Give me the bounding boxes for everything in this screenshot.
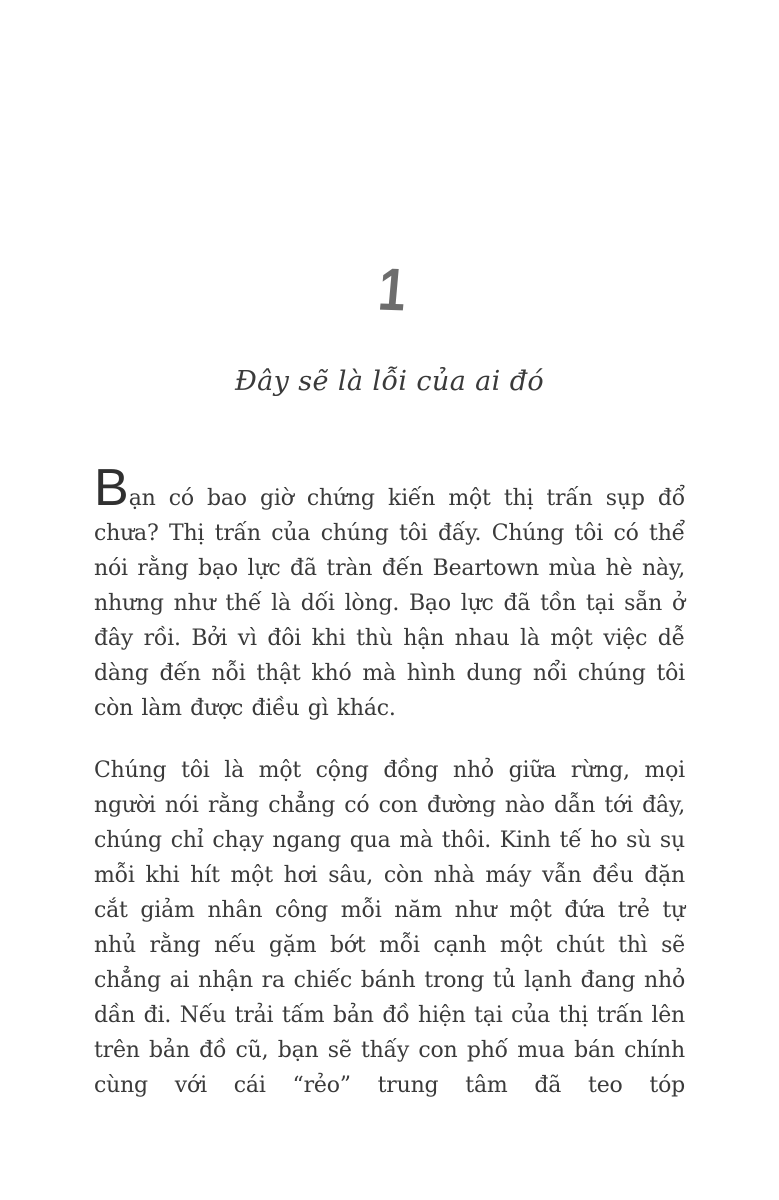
body-text	[94, 459, 685, 1103]
chapter-title: Đây sẽ là lỗi của ai đó	[234, 366, 545, 397]
chapter-number	[94, 0, 685, 324]
chapter-number-numeral: 1	[375, 255, 409, 324]
paragraph-1	[94, 459, 685, 726]
paragraph-2: Chúng tôi là một cộng đồng nhỏ giữa rừng, mọi người nói rằng chẳng có con đường nào dẫn tới đây, chúng chỉ chạy ngang qua mà thôi. Kinh tế ho sù sụ mỗi khi hít một hơi sâu, còn nhà máy vẫn đều đặn cắt giảm nhân công mỗi năm như một đứa trẻ tự nhủ rằng nếu gặm bớt mỗi cạnh một chút thì sẽ chẳng ai nhận ra chiếc bánh trong tủ lạnh đang nhỏ dần đi. Nếu trải tấm bản đồ hiện tại của thị trấn lên trên bản đồ cũ, bạn sẽ thấy con phố mua bán chính cùng với cái “rẻo” trung tâm đã teo tóp	[94, 758, 685, 1098]
initial-capital: B	[94, 459, 128, 517]
paragraph-1-text: ạn có bao giờ chứng kiến một thị trấn sụp đổ chưa? Thị trấn của chúng tôi đấy. Chúng tôi có thể nói rằng bạo lực đã tràn đến Beartown mùa hè này, nhưng như thế là dối lòng. Bạo lực đã tồn tại sẵn ở đây rồi. Bởi vì đôi khi thù hận nhau là một việc dễ dàng đến nỗi thật khó mà hình dung nổi chúng tôi còn làm được điều gì khác.	[94, 486, 685, 721]
